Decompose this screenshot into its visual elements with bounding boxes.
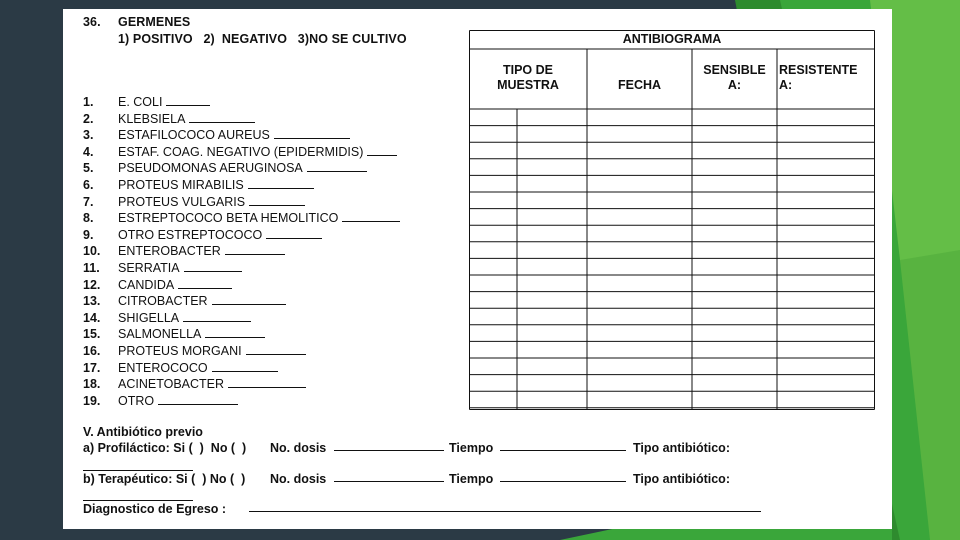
germ-number: 9.	[83, 227, 94, 242]
germ-answer-line[interactable]	[342, 212, 400, 222]
terapeutico-continuation-line[interactable]	[83, 491, 193, 501]
germ-item	[118, 377, 306, 391]
germ-name: ESTREPTOCOCO BETA HEMOLITICO	[118, 211, 339, 226]
germ-item	[118, 394, 238, 408]
germ-number: 5.	[83, 161, 94, 176]
diagnostico-label: Diagnostico de Egreso :	[83, 502, 227, 516]
germ-number: 1.	[83, 95, 94, 109]
germ-number: 4.	[83, 144, 94, 159]
antibiograma-table	[469, 30, 875, 410]
germ-answer-line[interactable]	[212, 295, 286, 305]
germ-answer-line[interactable]	[367, 146, 397, 156]
germ-name: OTRO	[118, 393, 155, 408]
germ-name: ENTEROCOCO	[118, 360, 208, 375]
germ-name: PROTEUS VULGARIS	[118, 194, 246, 209]
germ-name: ESTAFILOCOCO AUREUS	[118, 128, 270, 143]
germ-item	[118, 178, 314, 192]
germ-answer-line[interactable]	[249, 196, 305, 206]
germ-number: 15.	[83, 327, 101, 342]
germ-answer-line[interactable]	[248, 179, 314, 189]
germ-name: SERRATIA	[118, 261, 180, 275]
germ-name: SHIGELLA	[118, 310, 180, 325]
germ-answer-line[interactable]	[205, 328, 265, 338]
section-v-title: V. Antibiótico previo	[83, 425, 203, 439]
germ-item	[118, 95, 210, 109]
germ-name: CANDIDA	[118, 277, 175, 292]
germs-options: 1) POSITIVO 2) NEGATIVO 3)NO SE CULTIVO	[118, 32, 407, 46]
terapeutico-tiempo-line[interactable]	[500, 472, 626, 482]
germ-name: ESTAF. COAG. NEGATIVO (EPIDERMIDIS)	[118, 144, 364, 159]
germ-item	[118, 195, 305, 209]
germ-answer-line[interactable]	[189, 113, 255, 123]
germ-answer-line[interactable]	[158, 395, 238, 405]
germ-number: 14.	[83, 310, 101, 325]
germ-number: 7.	[83, 194, 94, 209]
diagnostico-line[interactable]	[249, 502, 761, 512]
profilactico-tiempo-line[interactable]	[500, 441, 626, 451]
germ-number: 16.	[83, 344, 101, 358]
germs-title: GERMENES	[118, 15, 191, 29]
germ-item	[118, 261, 242, 275]
germ-number: 10.	[83, 244, 101, 259]
germ-item	[118, 278, 232, 292]
terapeutico-dosis-label: No. dosis	[270, 472, 327, 486]
profilactico-label: a) Profiláctico: Si ( ) No ( )	[83, 441, 247, 455]
germ-item	[118, 294, 286, 308]
germ-answer-line[interactable]	[307, 162, 367, 172]
germ-name: PROTEUS MIRABILIS	[118, 178, 244, 192]
terapeutico-label: b) Terapéutico: Si ( ) No ( )	[83, 472, 246, 486]
germ-item	[118, 327, 265, 341]
germ-name: KLEBSIELA	[118, 111, 186, 126]
germ-answer-line[interactable]	[266, 229, 322, 239]
col-sensible: SENSIBLE A:	[703, 63, 766, 92]
germ-answer-line[interactable]	[184, 262, 242, 272]
col-tipo-muestra: TIPO DE MUESTRA	[497, 63, 559, 92]
germ-number: 2.	[83, 111, 94, 126]
terapeutico-dosis-line[interactable]	[334, 472, 444, 482]
question-number: 36.	[83, 15, 101, 29]
germ-number: 13.	[83, 294, 101, 309]
germ-number: 17.	[83, 360, 101, 375]
germ-number: 8.	[83, 211, 94, 226]
germ-number: 19.	[83, 393, 101, 408]
terapeutico-tipo-label: Tipo antibiótico:	[633, 472, 730, 486]
germ-item	[118, 145, 397, 159]
germ-answer-line[interactable]	[166, 96, 210, 106]
profilactico-tipo-label: Tipo antibiótico:	[633, 441, 730, 455]
germ-item	[118, 161, 367, 175]
terapeutico-tiempo-label: Tiempo	[449, 472, 494, 486]
germ-item	[118, 244, 285, 258]
germ-name: PROTEUS MORGANI	[118, 344, 242, 358]
profilactico-continuation-line[interactable]	[83, 461, 193, 471]
germ-item	[118, 344, 306, 358]
germ-item	[118, 112, 255, 126]
germ-number: 18.	[83, 377, 101, 392]
germ-name: E. COLI	[118, 95, 163, 109]
germ-name: CITROBACTER	[118, 294, 208, 309]
germ-answer-line[interactable]	[228, 378, 306, 388]
profilactico-tiempo-label: Tiempo	[449, 441, 494, 455]
germ-answer-line[interactable]	[246, 345, 306, 355]
antibiograma-title: ANTIBIOGRAMA	[622, 32, 722, 46]
germ-answer-line[interactable]	[178, 279, 232, 289]
germ-item	[118, 211, 400, 225]
germ-answer-line[interactable]	[183, 312, 251, 322]
germ-item	[118, 128, 350, 142]
form-document	[63, 9, 892, 529]
germ-name: ENTEROBACTER	[118, 244, 221, 259]
germ-name: ACINETOBACTER	[118, 377, 225, 392]
germ-answer-line[interactable]	[274, 129, 350, 139]
germ-item	[118, 228, 322, 242]
germ-answer-line[interactable]	[225, 245, 285, 255]
germ-item	[118, 361, 278, 375]
germ-name: PSEUDOMONAS AERUGINOSA	[118, 161, 303, 176]
germ-number: 11.	[83, 261, 100, 275]
germ-number: 3.	[83, 128, 94, 143]
germ-name: OTRO ESTREPTOCOCO	[118, 227, 263, 242]
germ-answer-line[interactable]	[212, 362, 278, 372]
col-resistente: RESISTENTE A:	[779, 63, 858, 92]
profilactico-dosis-label: No. dosis	[270, 441, 327, 455]
germ-number: 12.	[83, 277, 101, 292]
germ-number: 6.	[83, 178, 94, 192]
col-fecha: FECHA	[617, 78, 662, 92]
germ-item	[118, 311, 251, 325]
germ-name: SALMONELLA	[118, 327, 202, 342]
profilactico-dosis-line[interactable]	[334, 441, 444, 451]
